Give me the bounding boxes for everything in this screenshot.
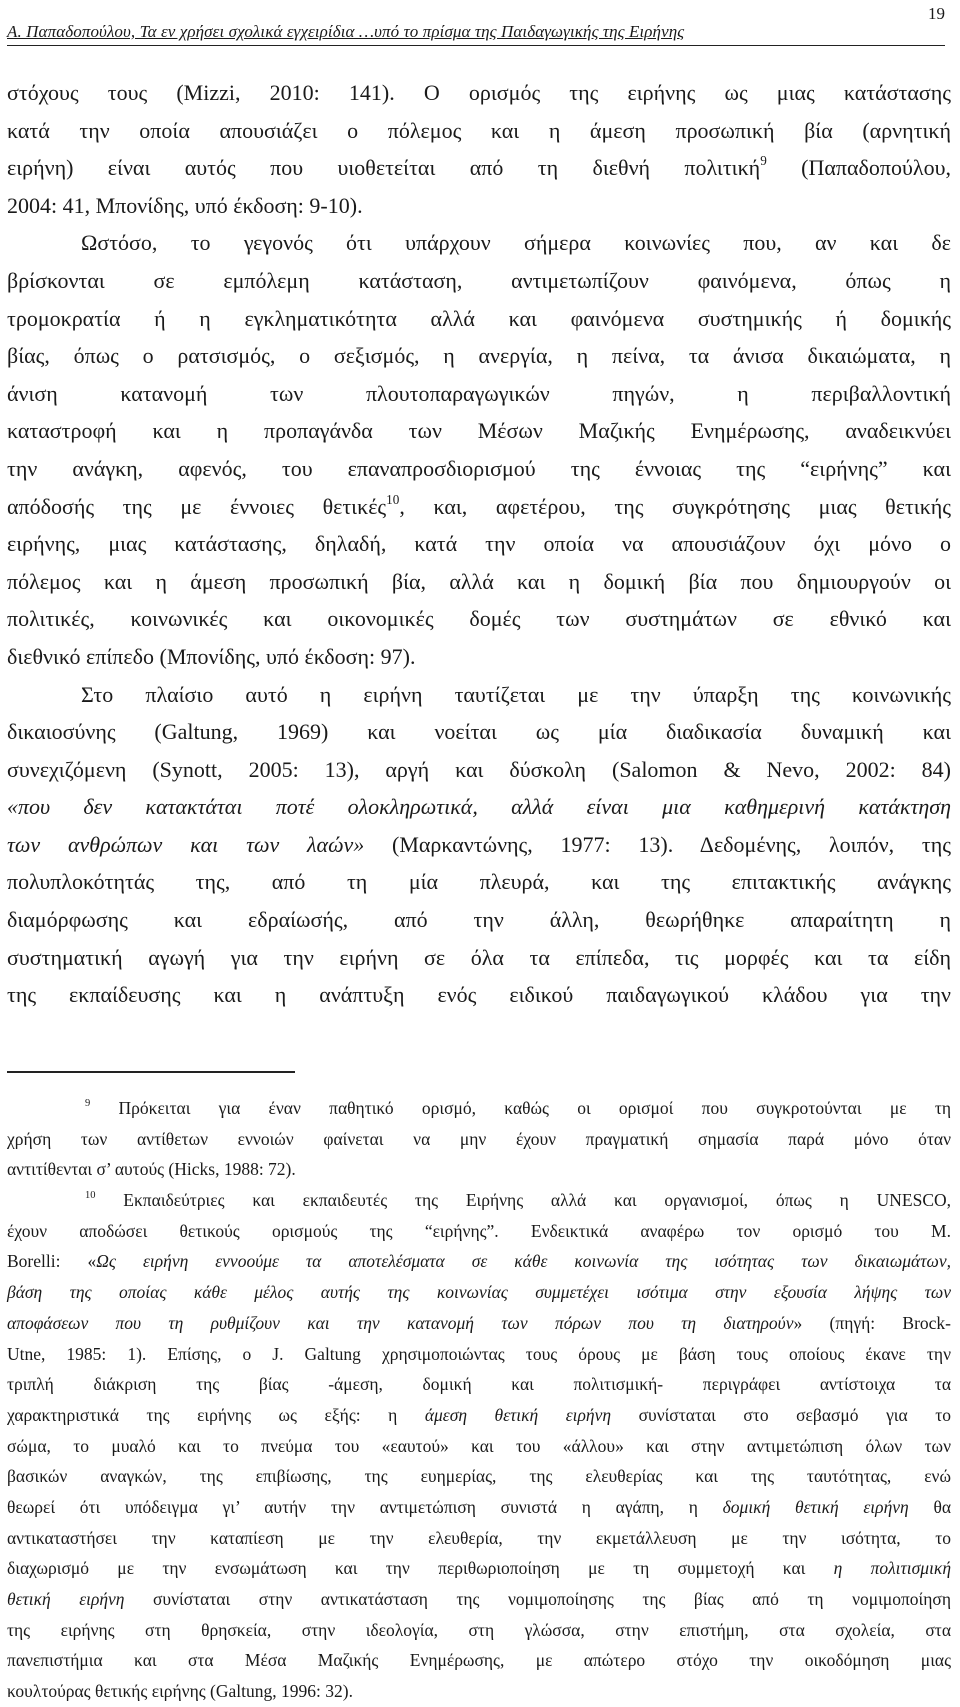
footnote-reference-9[interactable]: 9 (760, 153, 767, 169)
paragraph-start: Στο πλαίσιο αυτό η ειρήνη ταυτίζεται με την ύπαρξη της κοινωνικής (81, 681, 951, 707)
text-run: συνίσταται στο σεβασμό για το (611, 1404, 951, 1425)
footnote-line: τριπλή διάκριση της βίας -άμεση, δομική και πολιτισμική- περιγράφει αντίστοιχα τα (7, 1374, 951, 1395)
footnote-9 (7, 1093, 951, 1124)
text-run: » (πηγή: Brock- (793, 1312, 951, 1333)
text-run: συνίσταται στην αντικατάσταση της νομιμοποίησης της βίας από τη νομιμοποίηση (124, 1589, 951, 1609)
footnote-line: αντικαταστήσει την καταπίεση με την ελευθερία, την εκμετάλλευση με την ισότητα, το (7, 1527, 951, 1548)
text-line: πολιτικές, κοινωνικές και οικονομικές δομές των συστημάτων σε εθνικό και (7, 606, 951, 632)
text-line: πόλεμος και η άμεση προσωπική βία, αλλά και η δομική βία που δημιουργούν οι (7, 568, 951, 594)
text-line: 2004: 41, Μπονίδης, υπό έκδοση: 9-10). (7, 192, 363, 218)
footnote-mark: 9 (85, 1098, 91, 1110)
quote-line: «που δεν κατακτάται ποτέ ολοκληρωτικά, αλλά είναι μια καθημερινή κατάκτηση (7, 794, 951, 820)
text-line: ειρήνης, μιας κατάστασης, δηλαδή, κατά την οποία να απουσιάζουν όχι μόνο ο (7, 531, 951, 557)
text-line: συνεχιζόμενη (Synott, 2005: 13), αργή και δύσκολη (Salomon & Nevo, 2002: 84) (7, 756, 951, 782)
footnote-separator (7, 1071, 295, 1073)
main-text (7, 74, 951, 1014)
text-run: διαχωρισμό με την ενσωμάτωση και την περιθωριοποίηση με τη συμμετοχή και (7, 1558, 834, 1579)
text-run: ειρήνη) είναι αυτός που υιοθετείται από τη διεθνή πολιτική (7, 155, 761, 181)
quote-run: αποφάσεων που τη ρυθμίζουν και την κατανομή των πόρων που τη διατηρούν (7, 1312, 794, 1333)
text-line: την ανάγκη, αφενός, του επαναπροσδιορισμού της έννοιας της “ειρήνης” και (7, 455, 951, 481)
running-title: Α. Παπαδοπούλου, Τα εν χρήσει σχολικά εγχειρίδια …υπό το πρίσμα της Παιδαγωγικής της Ειρήνης (7, 22, 685, 41)
footnote-line (7, 1246, 951, 1277)
footnote-line (7, 1400, 951, 1431)
text-run: (Παπαδοπούλου, (766, 155, 951, 181)
footnotes (7, 1093, 951, 1707)
text-line: στόχους τους (Mizzi, 2010: 141). Ο ορισμός της ειρήνης ως μιας κατάστασης (7, 80, 951, 105)
footnote-line (7, 1553, 951, 1584)
text-line: άνιση κατανομή των πλουτοπαραγωγικών πηγών, η περιβαλλοντική (7, 380, 951, 406)
footnote-line (7, 1584, 951, 1615)
footnote-line: πανεπιστήμια και στα Μέσα Μαζικής Ενημέρωσης, με απώτερο στόχο την οικοδόμηση μιας (7, 1650, 951, 1671)
text-run: Πρόκειται για έναν παθητικό ορισμό, καθώς οι ορισμοί που συγκροτούνται με τη (90, 1098, 951, 1118)
text-run: (Μαρκαντώνης, 1977: 13). Δεδομένης, λοιπόν, της (364, 831, 951, 857)
text-run: Borelli: « (7, 1251, 97, 1272)
emphasis-run: άμεση θετική ειρήνη (424, 1404, 612, 1425)
text-run: απόδοσής της με έννοιες θετικές (7, 493, 387, 519)
text-line: δικαιοσύνης (Galtung, 1969) και νοείται ως μία διαδικασία δυναμική και (7, 719, 951, 745)
emphasis-run: θετική ειρήνη (7, 1589, 125, 1609)
text-line (7, 826, 951, 864)
footnote-line: σώμα, το μυαλό και το πνεύμα του «εαυτού» και του «άλλου» και στην αντιμετώπιση όλων των (7, 1435, 951, 1456)
text-line: της εκπαίδευσης και η ανάπτυξη ενός ειδικού παιδαγωγικού κλάδου για την (7, 982, 951, 1008)
footnote-line: κουλτούρας θετικής ειρήνης (Galtung, 1996: 32). (7, 1681, 353, 1702)
quote-run: των ανθρώπων και των λαών» (7, 831, 365, 857)
text-line: βίας, όπως ο ρατσισμός, ο σεξισμός, η ανεργία, η πείνα, τα άνισα δικαιώματα, η (7, 343, 951, 369)
footnote-line: βασικών αναγκών, της επιβίωσης, της ευημερίας, της ελευθερίας και της ταυτότητας, ενώ (7, 1466, 951, 1487)
emphasis-run: η πολιτισμική (833, 1558, 952, 1579)
footnote-line: αντιτίθενται σ’ αυτούς (Hicks, 1988: 72). (7, 1159, 296, 1180)
running-header (7, 4, 945, 46)
footnote-line: Utne, 1985: 1). Επίσης, ο J. Galtung χρησιμοποιώντας τους όρους με βάση τους οποίους έκανε την (7, 1343, 951, 1364)
text-line (7, 488, 951, 526)
text-run: θα (908, 1496, 951, 1517)
text-line: διεθνικό επίπεδο (Μπονίδης, υπό έκδοση: 97). (7, 643, 416, 669)
text-line: καταστροφή και η προπαγάνδα των Μέσων Μαζικής Ενημέρωσης, αναδεικνύει (7, 418, 951, 444)
footnote-reference-10[interactable]: 10 (386, 491, 400, 507)
text-line: τρομοκρατία ή η εγκληματικότητα αλλά και φαινόμενα συστημικής ή δομικής (7, 305, 951, 331)
text-line (7, 149, 951, 187)
text-line: διαμόρφωσης και εδραίωσής, από την άλλη, θεωρήθηκε απαραίτητη η (7, 907, 951, 933)
text-line: πολυπλοκότητάς της, από τη μία πλευρά, και της επιτακτικής ανάγκης (7, 869, 951, 895)
footnote-10 (7, 1185, 951, 1216)
text-run: Εκπαιδεύτριες και εκπαιδευτές της Ειρήνης αλλά και οργανισμοί, όπως η UNESCO, (95, 1190, 951, 1211)
text-run: χαρακτηριστικά της ειρήνης ως εξής: η (7, 1404, 425, 1425)
footnote-line (7, 1492, 951, 1523)
text-run: , και, αφετέρου, της συγκρότησης μιας θετικής (399, 493, 952, 519)
text-line: συστηματική αγωγή για την ειρήνη σε όλα τα επίπεδα, τις μορφές και τα είδη (7, 944, 951, 970)
quote-run: Ως ειρήνη εννοούμε τα αποτελέσματα σε κάθε κοινωνία της ισότητας των δικαιωμάτων, (96, 1251, 951, 1272)
footnote-mark: 10 (85, 1190, 96, 1202)
footnote-line: χρήση των αντίθετων εννοιών φαίνεται να μην έχουν πραγματική σημασία παρά μόνο όταν (7, 1128, 951, 1149)
text-run: θεωρεί ότι υπόδειγμα γι’ αυτήν την αντιμετώπιση συνιστά η αγάπη, η (7, 1496, 723, 1517)
text-line: βρίσκονται σε εμπόλεμη κατάσταση, αντιμετωπίζουν φαινόμενα, όπως η (7, 267, 951, 293)
emphasis-run: δομική θετική ειρήνη (722, 1496, 909, 1517)
footnote-line: έχουν αποδώσει θετικούς ορισμούς της “ειρήνης”. Ενδεικτικά αναφέρω τον ορισμό του M. (7, 1220, 951, 1241)
page-number: 19 (928, 4, 945, 23)
text-line: κατά την οποία απουσιάζει ο πόλεμος και η άμεση προσωπική βία (αρνητική (7, 117, 951, 143)
paragraph-start: Ωστόσο, το γεγονός ότι υπάρχουν σήμερα κοινωνίες που, αν και δε (81, 230, 951, 256)
footnote-line (7, 1308, 951, 1339)
footnote-line: της ειρήνης στη θρησκεία, στην ιδεολογία, στη γλώσσα, στην επιστήμη, στα σχολεία, στα (7, 1619, 951, 1640)
footnote-line: βάση της οποίας κάθε μέλος αυτής της κοινωνίας συμμετέχει ισότιμα στην εξουσία λήψης των (7, 1282, 951, 1303)
